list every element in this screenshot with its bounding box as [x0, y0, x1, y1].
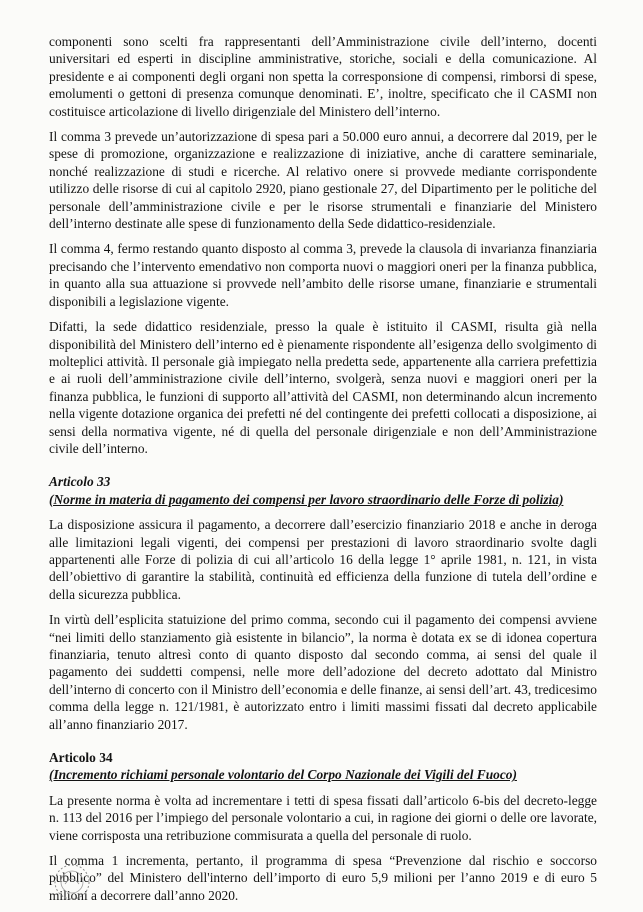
paragraph: Il comma 3 prevede un’autorizzazione di spesa pari a 50.000 euro annui, a decorrere dal 2019, per le spese di promozione, organizzazione e realizzazione di iniziative, anche di carattere seminariale, nonché realizzazione di studi e ricerche. Al relativo onere si provvede mediante corrispondente utilizzo delle risorse di cui al capitolo 2920, piano gestionale 27, del Dipartimento per le politiche del personale dell’amministrazione civile e per le risorse strumentali e finanziarie del Ministero dell’interno destinate alle spese di funzionamento della Sede didattico-residenziale.: [49, 129, 597, 232]
paragraph: In virtù dell’esplicita statuizione del primo comma, secondo cui il pagamento dei compensi avviene “nei limiti dello stanziamento già esistente in bilancio”, la norma è dotata ex se di idonea copertura finanziaria, tenuto altresì conto di quanto disposto dal secondo comma, ai sensi del quale il pagamento dei suddetti compensi, nelle more dell’adozione del decreto adottato dal Ministro dell’interno di concerto con il Ministro dell’economia e delle finanze, ai sensi dell’art. 43, tredicesimo comma della legge n. 121/1981, è autorizzato entro i limiti massimi fissati dal decreto applicabile all’anno finanziario 2017.: [49, 612, 597, 732]
article-33-subtitle: (Norme in materia di pagamento dei compensi per lavoro straordinario delle Forze di polizia): [49, 491, 564, 507]
paragraph: componenti sono scelti fra rappresentanti dell’Amministrazione civile dell’interno, docenti universitari ed esperti in discipline amministrative, storiche, sociali e della comunicazione. Al presidente e ai componenti degli organi non spetta la corresponsione di compensi, rimborsi di spese, emolumenti o gettoni di presenza comunque denominati. E’, inoltre, specificato che il CASMI non costituisce articolazione di livello dirigenziale del Ministero dell’interno.: [49, 34, 597, 119]
paragraph: Il comma 1 incrementa, pertanto, il programma di spesa “Prevenzione dal rischio e soccorso pubblico” del Ministero dell'interno dell’importo di euro 5,9 milioni per l’anno 2019 e di euro 5 milioni a decorrere dall’anno 2020.: [49, 853, 597, 903]
paragraph: La disposizione assicura il pagamento, a decorrere dall’esercizio finanziario 2018 e anche in deroga alle limitazioni legali vigenti, dei compensi per prestazioni di lavoro straordinario svolte dagli appartenenti alle Forze di polizia di cui all’articolo 16 della legge 1° aprile 1981, n. 121, in vista dell’obiettivo di garantire la stabilità, continuità ed efficienza della funzione di tutela dell’ordine e della sicurezza pubblica.: [49, 517, 597, 602]
official-stamp-icon: [52, 862, 92, 902]
article-34-title: Articolo 34: [49, 750, 113, 766]
document-body: [49, 33, 597, 912]
article-33-title: Articolo 33: [49, 474, 111, 490]
paragraph: Il comma 4, fermo restando quanto disposto al comma 3, prevede la clausola di invarianza finanziaria precisando che l’intervento emendativo non comporta nuovi o maggiori oneri per la finanza pubblica, in quanto alla sua attuazione si provvede nell’ambito delle risorse umane, finanziarie e strumentali disponibili a legislazione vigente.: [49, 241, 597, 309]
article-34-subtitle: (Incremento richiami personale volontario del Corpo Nazionale dei Vigili del Fuoco): [49, 767, 517, 783]
paragraph: La presente norma è volta ad incrementare i tetti di spesa fissati dall’articolo 6-bis del decreto-legge n. 113 del 2016 per l’impiego del personale volontario a cui, in ragione dei giorni o delle ore lavorate, viene corrisposta una retribuzione commisurata a quella del personale di ruolo.: [49, 792, 597, 843]
paragraph: Difatti, la sede didattico residenziale, presso la quale è istituito il CASMI, risulta già nella disponibilità del Ministero dell’interno ed è pienamente rispondente all’esigenza dello svolgimento di molteplici attività. Il personale già impiegato nella predetta sede, appartenente alla carriera prefettizia e ai ruoli dell’amministrazione civile dell’interno, svolgerà, senza nuovi e maggiori oneri per la finanza pubblica, le funzioni di supporto all’attività del CASMI, non determinando alcun incremento nella vigente dotazione organica dei prefetti né del contingente dei prefetti collocati a disposizione, ai sensi della normativa vigente, né di quella del personale dirigenziale e non dell’Amministrazione civile dell’interno.: [49, 319, 597, 456]
